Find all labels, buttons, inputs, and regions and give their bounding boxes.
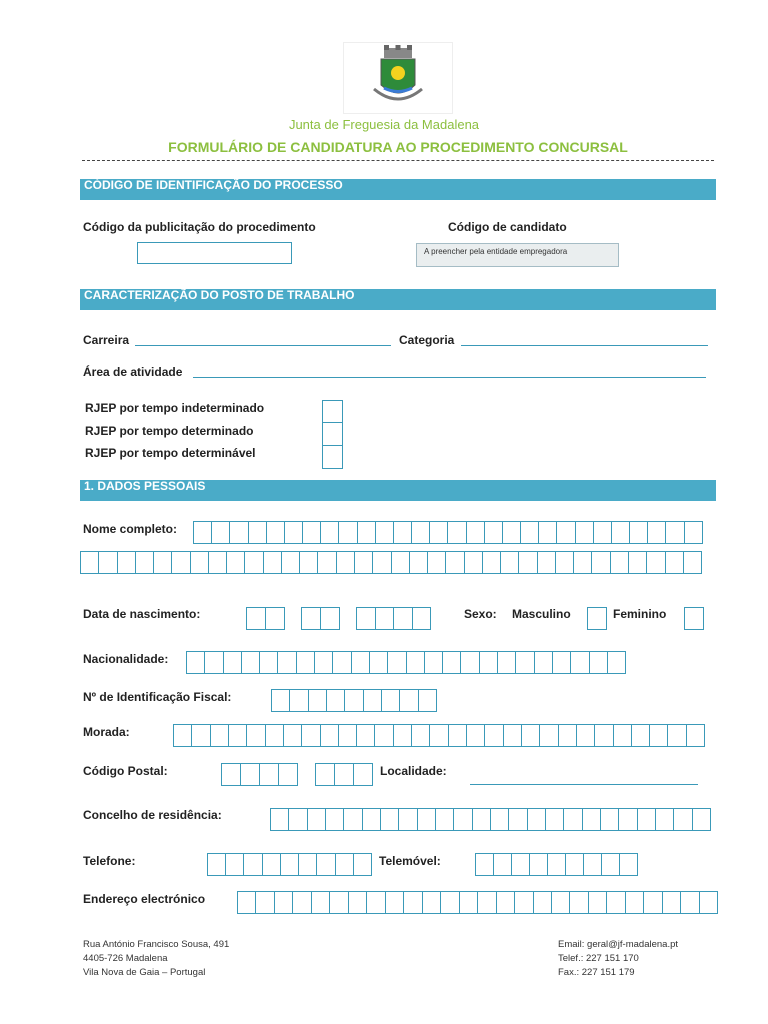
character-cell[interactable] <box>436 809 454 830</box>
category-label: Categoria <box>399 333 455 347</box>
male-checkbox[interactable] <box>587 607 607 630</box>
tax-id-input[interactable] <box>271 689 437 712</box>
section-process-heading: CÓDIGO DE IDENTIFICAÇÃO DO PROCESSO <box>80 179 716 200</box>
birth-date-label: Data de nascimento: <box>83 607 201 621</box>
character-cell[interactable] <box>449 725 467 746</box>
character-cell[interactable] <box>174 725 192 746</box>
character-cell[interactable] <box>528 809 546 830</box>
character-cell[interactable] <box>483 552 501 573</box>
birth-month-input[interactable] <box>301 607 340 630</box>
publication-code-label: Código da publicitação do procedimento <box>83 220 316 234</box>
postal-code-suffix-input[interactable] <box>315 763 373 786</box>
mobile-input[interactable] <box>475 853 638 876</box>
character-cell[interactable] <box>327 690 345 711</box>
phone-input[interactable] <box>207 853 372 876</box>
character-cell[interactable] <box>538 552 556 573</box>
character-cell[interactable] <box>556 552 574 573</box>
footer-email[interactable]: Email: geral@jf-madalena.pt <box>558 939 679 950</box>
footer-address-line: Vila Nova de Gaia – Portugal <box>83 967 206 978</box>
character-cell[interactable] <box>266 608 284 629</box>
character-cell[interactable] <box>118 552 136 573</box>
character-cell[interactable] <box>282 552 300 573</box>
character-cell[interactable] <box>357 608 376 629</box>
character-cell[interactable] <box>281 854 299 875</box>
coat-of-arms-icon <box>343 42 453 114</box>
character-cell[interactable] <box>430 725 448 746</box>
character-cell[interactable] <box>515 892 533 913</box>
character-cell[interactable] <box>290 690 308 711</box>
locality-field[interactable] <box>470 784 698 785</box>
phone-label: Telefone: <box>83 854 136 868</box>
birth-year-input[interactable] <box>356 607 431 630</box>
character-cell[interactable] <box>467 522 485 543</box>
character-cell[interactable] <box>685 522 702 543</box>
character-cell[interactable] <box>271 809 289 830</box>
character-cell[interactable] <box>399 809 417 830</box>
character-cell[interactable] <box>187 652 205 673</box>
character-cell[interactable] <box>318 552 336 573</box>
character-cell[interactable] <box>638 809 656 830</box>
character-cell[interactable] <box>194 522 212 543</box>
character-cell[interactable] <box>224 652 242 673</box>
character-cell[interactable] <box>386 892 404 913</box>
character-cell[interactable] <box>208 854 226 875</box>
character-cell[interactable] <box>404 892 422 913</box>
character-cell[interactable] <box>501 552 519 573</box>
character-cell[interactable] <box>647 552 665 573</box>
candidate-code-note: A preencher pela entidade empregadora <box>424 247 568 256</box>
character-cell[interactable] <box>559 725 577 746</box>
character-cell[interactable] <box>256 892 274 913</box>
character-cell[interactable] <box>247 608 266 629</box>
character-cell[interactable] <box>478 892 496 913</box>
character-cell[interactable] <box>192 725 210 746</box>
character-cell[interactable] <box>614 725 632 746</box>
character-cell[interactable] <box>509 809 527 830</box>
character-cell[interactable] <box>516 652 534 673</box>
character-cell[interactable] <box>289 809 307 830</box>
character-cell[interactable] <box>530 854 548 875</box>
character-cell[interactable] <box>595 725 613 746</box>
character-cell[interactable] <box>316 764 335 785</box>
character-cell[interactable] <box>357 725 375 746</box>
character-cell[interactable] <box>191 552 209 573</box>
character-cell[interactable] <box>668 725 686 746</box>
character-cell[interactable] <box>441 892 459 913</box>
character-cell[interactable] <box>539 522 557 543</box>
character-cell[interactable] <box>648 522 666 543</box>
character-cell[interactable] <box>241 764 260 785</box>
character-cell[interactable] <box>620 854 637 875</box>
category-field[interactable] <box>461 345 708 346</box>
character-cell[interactable] <box>576 522 594 543</box>
character-cell[interactable] <box>552 892 570 913</box>
contract-option-determinable: RJEP por tempo determinável <box>85 446 256 460</box>
municipality-input[interactable] <box>270 808 711 831</box>
nationality-label: Nacionalidade: <box>83 652 169 666</box>
character-cell[interactable] <box>644 892 662 913</box>
character-cell[interactable] <box>589 892 607 913</box>
character-cell[interactable] <box>601 809 619 830</box>
character-cell[interactable] <box>485 522 503 543</box>
postal-code-main-input[interactable] <box>221 763 298 786</box>
character-cell[interactable] <box>99 552 117 573</box>
character-cell[interactable] <box>279 764 297 785</box>
candidate-code-box <box>416 243 619 267</box>
character-cell[interactable] <box>419 690 436 711</box>
character-cell[interactable] <box>373 552 391 573</box>
character-cell[interactable] <box>285 522 303 543</box>
character-cell[interactable] <box>260 652 278 673</box>
character-cell[interactable] <box>497 892 515 913</box>
character-cell[interactable] <box>354 854 371 875</box>
character-cell[interactable] <box>230 522 248 543</box>
character-cell[interactable] <box>260 764 279 785</box>
contract-indeterminate-checkbox[interactable] <box>322 400 343 423</box>
character-cell[interactable] <box>352 652 370 673</box>
contract-determinate-checkbox[interactable] <box>322 423 343 446</box>
character-cell[interactable] <box>612 522 630 543</box>
character-cell[interactable] <box>592 552 610 573</box>
character-cell[interactable] <box>209 552 227 573</box>
character-cell[interactable] <box>242 652 260 673</box>
full-name-line2-input[interactable] <box>80 551 702 574</box>
character-cell[interactable] <box>503 522 521 543</box>
character-cell[interactable] <box>293 892 311 913</box>
character-cell[interactable] <box>326 809 344 830</box>
character-cell[interactable] <box>548 854 566 875</box>
locality-label: Localidade: <box>380 764 447 778</box>
character-cell[interactable] <box>504 725 522 746</box>
character-cell[interactable] <box>335 764 354 785</box>
character-cell[interactable] <box>535 652 553 673</box>
character-cell[interactable] <box>454 809 472 830</box>
character-cell[interactable] <box>382 690 400 711</box>
character-cell[interactable] <box>407 652 425 673</box>
character-cell[interactable] <box>430 522 448 543</box>
character-cell[interactable] <box>630 522 648 543</box>
character-cell[interactable] <box>491 809 509 830</box>
character-cell[interactable] <box>249 522 267 543</box>
postal-code-label: Código Postal: <box>83 764 168 778</box>
character-cell[interactable] <box>522 725 540 746</box>
character-cell[interactable] <box>299 854 317 875</box>
character-cell[interactable] <box>375 725 393 746</box>
character-cell[interactable] <box>349 892 367 913</box>
nationality-input[interactable] <box>186 651 626 674</box>
activity-area-field[interactable] <box>193 377 706 378</box>
character-cell[interactable] <box>577 725 595 746</box>
character-cell[interactable] <box>570 892 588 913</box>
character-cell[interactable] <box>400 690 418 711</box>
character-cell[interactable] <box>687 725 704 746</box>
full-name-line1-input[interactable] <box>193 521 703 544</box>
character-cell[interactable] <box>512 854 530 875</box>
contract-determinable-checkbox[interactable] <box>322 446 343 469</box>
character-cell[interactable] <box>656 809 674 830</box>
character-cell[interactable] <box>381 809 399 830</box>
character-cell[interactable] <box>336 854 354 875</box>
character-cell[interactable] <box>172 552 190 573</box>
character-cell[interactable] <box>247 725 265 746</box>
character-cell[interactable] <box>666 522 684 543</box>
character-cell[interactable] <box>212 522 230 543</box>
character-cell[interactable] <box>278 652 296 673</box>
character-cell[interactable] <box>700 892 717 913</box>
character-cell[interactable] <box>263 854 281 875</box>
character-cell[interactable] <box>284 725 302 746</box>
character-cell[interactable] <box>321 725 339 746</box>
address-label: Morada: <box>83 725 130 739</box>
contract-option-determinate: RJEP por tempo determinado <box>85 424 254 438</box>
character-cell[interactable] <box>315 652 333 673</box>
character-cell[interactable] <box>339 725 357 746</box>
character-cell[interactable] <box>412 522 430 543</box>
character-cell[interactable] <box>425 652 443 673</box>
character-cell[interactable] <box>388 652 406 673</box>
footer-address-line: 4405-726 Madalena <box>83 953 168 964</box>
character-cell[interactable] <box>370 652 388 673</box>
career-field[interactable] <box>135 345 391 346</box>
address-input[interactable] <box>173 724 705 747</box>
character-cell[interactable] <box>302 608 321 629</box>
character-cell[interactable] <box>521 522 539 543</box>
footer-address <box>83 938 229 980</box>
female-checkbox[interactable] <box>684 607 704 630</box>
character-cell[interactable] <box>684 552 701 573</box>
character-cell[interactable] <box>590 652 608 673</box>
sex-label: Sexo: <box>464 607 497 621</box>
character-cell[interactable] <box>205 652 223 673</box>
character-cell[interactable] <box>321 522 339 543</box>
character-cell[interactable] <box>666 552 684 573</box>
footer-phone: Telef.: 227 151 170 <box>558 953 639 964</box>
character-cell[interactable] <box>693 809 710 830</box>
character-cell[interactable] <box>467 725 485 746</box>
character-cell[interactable] <box>594 522 612 543</box>
character-cell[interactable] <box>446 552 464 573</box>
organization-name: Junta de Freguesia da Madalena <box>288 117 480 132</box>
municipality-label: Concelho de residência: <box>83 808 222 822</box>
character-cell[interactable] <box>227 552 245 573</box>
character-cell[interactable] <box>376 522 394 543</box>
character-cell[interactable] <box>367 892 385 913</box>
character-cell[interactable] <box>674 809 692 830</box>
character-cell[interactable] <box>308 809 326 830</box>
character-cell[interactable] <box>394 608 413 629</box>
character-cell[interactable] <box>626 892 644 913</box>
character-cell[interactable] <box>619 809 637 830</box>
character-cell[interactable] <box>321 608 339 629</box>
character-cell[interactable] <box>443 652 461 673</box>
character-cell[interactable] <box>663 892 681 913</box>
male-label: Masculino <box>512 607 571 621</box>
character-cell[interactable] <box>557 522 575 543</box>
character-cell[interactable] <box>460 892 478 913</box>
character-cell[interactable] <box>392 552 410 573</box>
female-label: Feminino <box>613 607 667 621</box>
character-cell[interactable] <box>354 764 372 785</box>
career-label: Carreira <box>83 333 130 347</box>
character-cell[interactable] <box>584 854 602 875</box>
character-cell[interactable] <box>245 552 263 573</box>
character-cell[interactable] <box>312 892 330 913</box>
character-cell[interactable] <box>339 522 357 543</box>
character-cell[interactable] <box>302 725 320 746</box>
character-cell[interactable] <box>364 690 382 711</box>
footer-address-line: Rua António Francisco Sousa, 491 <box>83 939 230 950</box>
publication-code-input[interactable] <box>137 242 292 264</box>
character-cell[interactable] <box>303 522 321 543</box>
character-cell[interactable] <box>519 552 537 573</box>
tax-id-label: Nº de Identificação Fiscal: <box>83 690 232 704</box>
character-cell[interactable] <box>330 892 348 913</box>
character-cell[interactable] <box>611 552 629 573</box>
character-cell[interactable] <box>485 725 503 746</box>
character-cell[interactable] <box>297 652 315 673</box>
character-cell[interactable] <box>473 809 491 830</box>
contract-option-indeterminate: RJEP por tempo indeterminado <box>85 401 265 415</box>
character-cell[interactable] <box>412 725 430 746</box>
form-title: FORMULÁRIO DE CANDIDATURA AO PROCEDIMENTO CONCURSAL <box>168 139 628 155</box>
character-cell[interactable] <box>272 690 290 711</box>
character-cell[interactable] <box>602 854 620 875</box>
character-cell[interactable] <box>413 608 431 629</box>
character-cell[interactable] <box>244 854 262 875</box>
birth-day-input[interactable] <box>246 607 285 630</box>
candidate-code-label: Código de candidato <box>448 220 567 234</box>
character-cell[interactable] <box>309 690 327 711</box>
character-cell[interactable] <box>571 652 589 673</box>
email-label: Endereço electrónico <box>83 892 206 906</box>
mobile-label: Telemóvel: <box>379 854 441 868</box>
character-cell[interactable] <box>345 690 363 711</box>
character-cell[interactable] <box>608 652 625 673</box>
footer-contacts <box>558 938 678 980</box>
character-cell[interactable] <box>394 522 412 543</box>
character-cell[interactable] <box>650 725 668 746</box>
character-cell[interactable] <box>275 892 293 913</box>
character-cell[interactable] <box>410 552 428 573</box>
section-personal-heading: 1. DADOS PESSOAIS <box>80 480 716 501</box>
character-cell[interactable] <box>632 725 650 746</box>
character-cell[interactable] <box>423 892 441 913</box>
character-cell[interactable] <box>546 809 564 830</box>
character-cell[interactable] <box>428 552 446 573</box>
activity-area-label: Área de atividade <box>83 365 183 379</box>
character-cell[interactable] <box>222 764 241 785</box>
character-cell[interactable] <box>564 809 582 830</box>
character-cell[interactable] <box>355 552 373 573</box>
character-cell[interactable] <box>136 552 154 573</box>
character-cell[interactable] <box>583 809 601 830</box>
character-cell[interactable] <box>154 552 172 573</box>
full-name-label: Nome completo: <box>83 522 178 536</box>
character-cell[interactable] <box>344 809 362 830</box>
email-input[interactable] <box>237 891 718 914</box>
character-cell[interactable] <box>534 892 552 913</box>
character-cell[interactable] <box>566 854 584 875</box>
character-cell[interactable] <box>264 552 282 573</box>
character-cell[interactable] <box>574 552 592 573</box>
character-cell[interactable] <box>540 725 558 746</box>
character-cell[interactable] <box>480 652 498 673</box>
character-cell[interactable] <box>81 552 99 573</box>
character-cell[interactable] <box>629 552 647 573</box>
character-cell[interactable] <box>317 854 335 875</box>
character-cell[interactable] <box>358 522 376 543</box>
character-cell[interactable] <box>476 854 494 875</box>
section-post-heading: CARACTERIZAÇÃO DO POSTO DE TRABALHO <box>80 289 716 310</box>
character-cell[interactable] <box>607 892 625 913</box>
character-cell[interactable] <box>333 652 351 673</box>
character-cell[interactable] <box>465 552 483 573</box>
character-cell[interactable] <box>376 608 395 629</box>
character-cell[interactable] <box>494 854 512 875</box>
character-cell[interactable] <box>418 809 436 830</box>
character-cell[interactable] <box>266 725 284 746</box>
character-cell[interactable] <box>337 552 355 573</box>
character-cell[interactable] <box>448 522 466 543</box>
character-cell[interactable] <box>681 892 699 913</box>
character-cell[interactable] <box>238 892 256 913</box>
character-cell[interactable] <box>461 652 479 673</box>
title-divider <box>82 160 714 161</box>
character-cell[interactable] <box>363 809 381 830</box>
character-cell[interactable] <box>226 854 244 875</box>
character-cell[interactable] <box>229 725 247 746</box>
character-cell[interactable] <box>267 522 285 543</box>
character-cell[interactable] <box>498 652 516 673</box>
character-cell[interactable] <box>394 725 412 746</box>
character-cell[interactable] <box>553 652 571 673</box>
footer-fax: Fax.: 227 151 179 <box>558 967 635 978</box>
character-cell[interactable] <box>300 552 318 573</box>
character-cell[interactable] <box>211 725 229 746</box>
